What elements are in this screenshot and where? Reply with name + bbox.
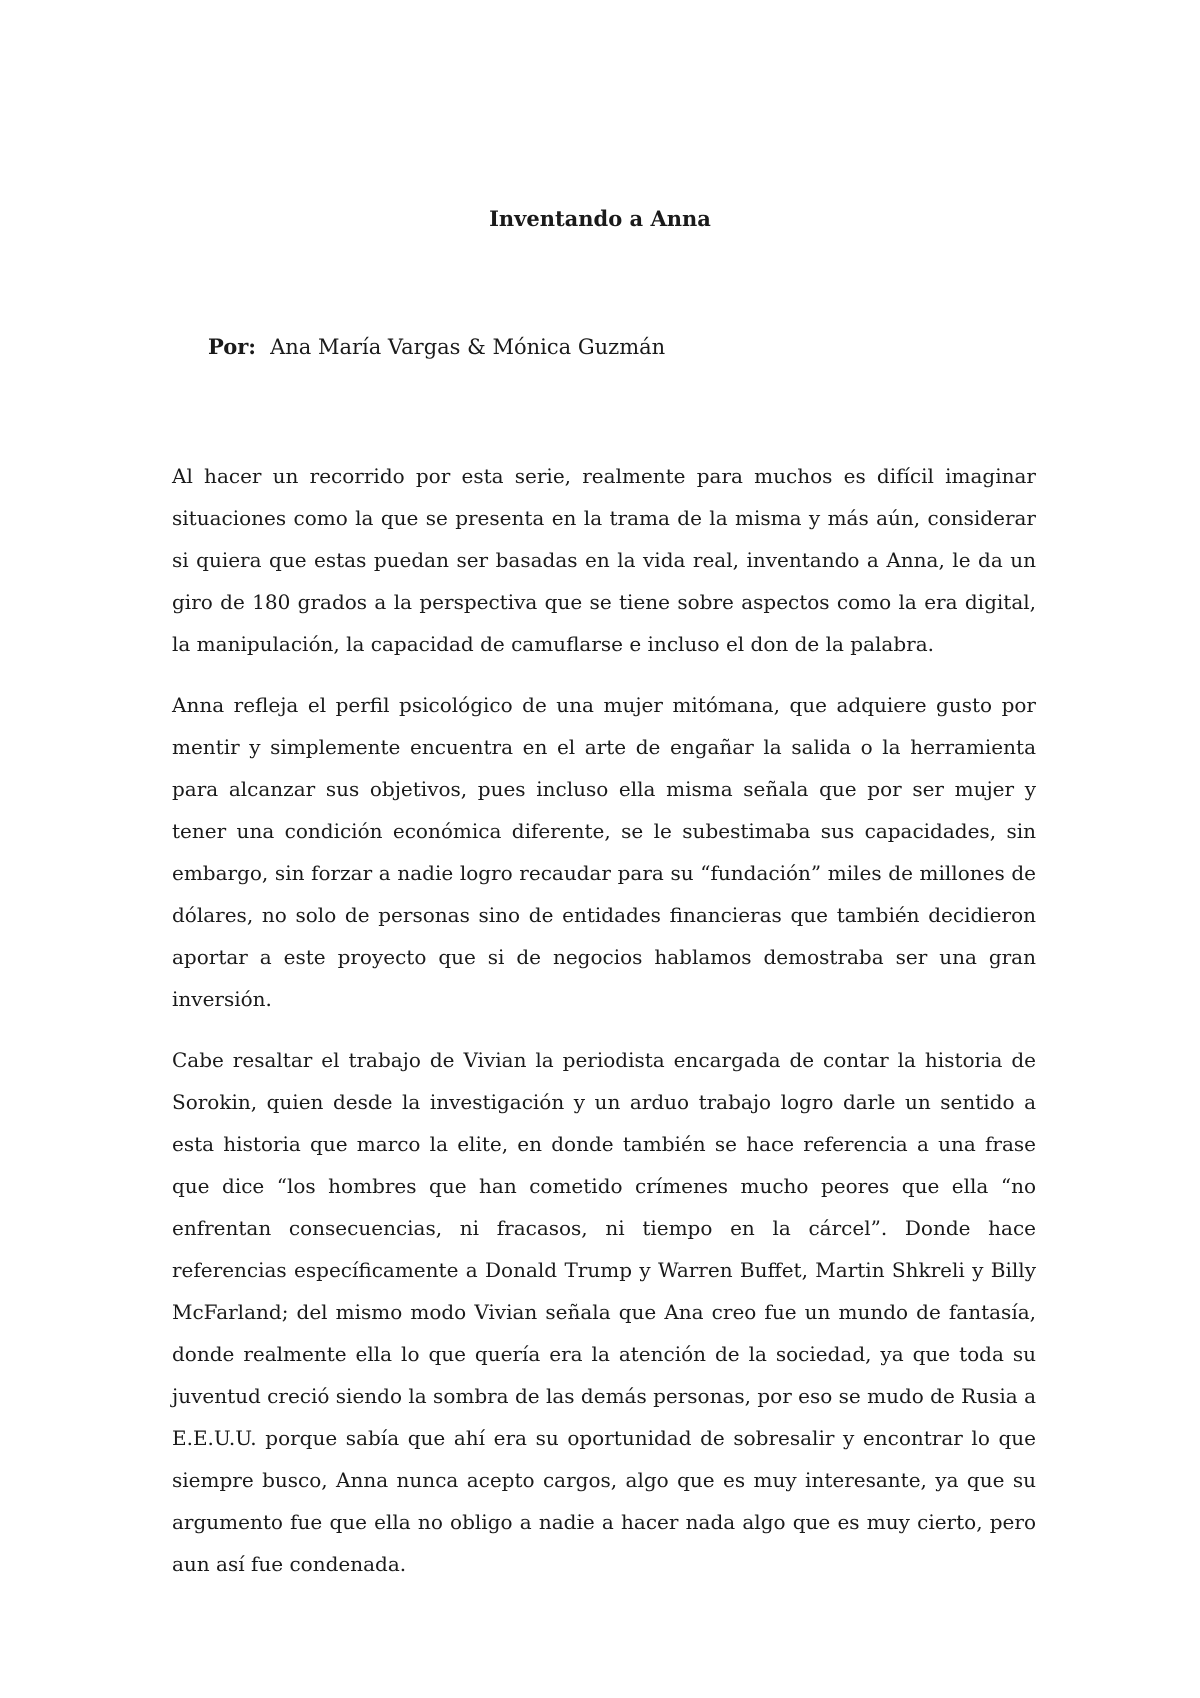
byline [208,333,665,361]
paragraph-3: Cabe resaltar el trabajo de Vivian la periodista encargada de contar la historia de Sorokin, quien desde la investigación y un arduo trabajo logro darle un sentido a esta historia que marco la elite, en donde también se hace referencia a una frase que dice “los hombres que han cometido crímenes mucho peores que ella “no enfrentan consecuencias, ni fracasos, ni tiempo en la cárcel”. Donde hace referencias específicamente a Donald Trump y Warren Buffet, Martin Shkreli y Billy McFarland; del mismo modo Vivian señala que Ana creo fue un mundo de fantasía, donde realmente ella lo que quería era la atención de la sociedad, ya que toda su juventud creció siendo la sombra de las demás personas, por eso se mudo de Rusia a E.E.U.U. porque sabía que ahí era su oportunidad de sobresalir y encontrar lo que siempre busco, Anna nunca acepto cargos, algo que es muy interesante, ya que su argumento fue que ella no obligo a nadie a hacer nada algo que es muy cierto, pero aun así fue condenada. [172,1048,1036,1576]
document-body [172,455,1036,1604]
paragraph-2: Anna refleja el perfil psicológico de una mujer mitómana, que adquiere gusto por mentir y simplemente encuentra en el arte de engañar la salida o la herramienta para alcanzar sus objetivos, pues incluso ella misma señala que por ser mujer y tener una condición económica diferente, se le subestimaba sus capacidades, sin embargo, sin forzar a nadie logro recaudar para su “fundación” miles de millones de dólares, no solo de personas sino de entidades financieras que también decidieron aportar a este proyecto que si de negocios hablamos demostraba ser una gran inversión. [172,693,1036,1011]
byline-authors: Ana María Vargas & Mónica Guzmán [270,335,666,359]
document-title: Inventando a Anna [489,206,711,231]
paragraph-1: Al hacer un recorrido por esta serie, realmente para muchos es difícil imaginar situaciones como la que se presenta en la trama de la misma y más aún, considerar si quiera que estas puedan ser basadas en la vida real, inventando a Anna, le da un giro de 180 grados a la perspectiva que se tiene sobre aspectos como la era digital, la manipulación, la capacidad de camuflarse e incluso el don de la palabra. [172,464,1036,656]
byline-label: Por: [208,334,257,359]
